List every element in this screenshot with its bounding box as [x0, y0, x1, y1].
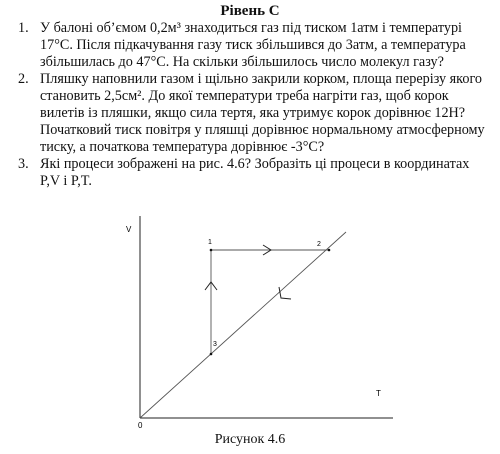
problem-1	[18, 20, 490, 70]
point-2	[328, 249, 331, 252]
problem-2	[18, 71, 490, 155]
figure-caption: Рисунок 4.6	[214, 432, 286, 447]
figure-vt-diagram	[118, 208, 398, 436]
arrow-down-left-icon	[279, 287, 291, 299]
problem-text: Які процеси зображені на рис. 4.6? Зобразіть ці процеси в координатах P,V і P,T.	[40, 156, 470, 190]
diagonal-line	[140, 232, 346, 418]
problem-list	[18, 20, 490, 190]
level-title: Рівень С	[220, 3, 280, 19]
problem-number: 1.	[18, 20, 29, 36]
problem-number: 3.	[18, 156, 29, 173]
point-3	[210, 353, 213, 356]
problem-text: Пляшку наповнили газом і щільно закрили корком, площа перерізу якого становить 2,5см². До якої температури треба нагріти газ, щоб корок вилетів із пляшки, якщо сила тертя, яка утримує корок дорівнює 12Н? Початковий тиск повітря у пляшці дорівнює нормальному атмосферному тиску, а початкова температура дорівнює -3°С?	[40, 71, 485, 155]
point-1	[210, 249, 213, 252]
x-axis-label: T	[376, 389, 381, 398]
point-1-label: 1	[208, 239, 212, 246]
point-2-label: 2	[317, 241, 321, 248]
y-axis-label: V	[126, 225, 132, 234]
problem-3	[18, 156, 490, 190]
problem-text: У балоні об’ємом 0,2м³ знаходиться газ під тиском 1атм і температурі 17°С. Після підкачування газу тиск збільшився до 3атм, а температура збільшилась до 47°С. На скільки збільшилось число молекул газу?	[40, 20, 466, 70]
origin-label: 0	[138, 421, 143, 430]
problem-number: 2.	[18, 71, 29, 88]
point-3-label: 3	[213, 341, 217, 348]
